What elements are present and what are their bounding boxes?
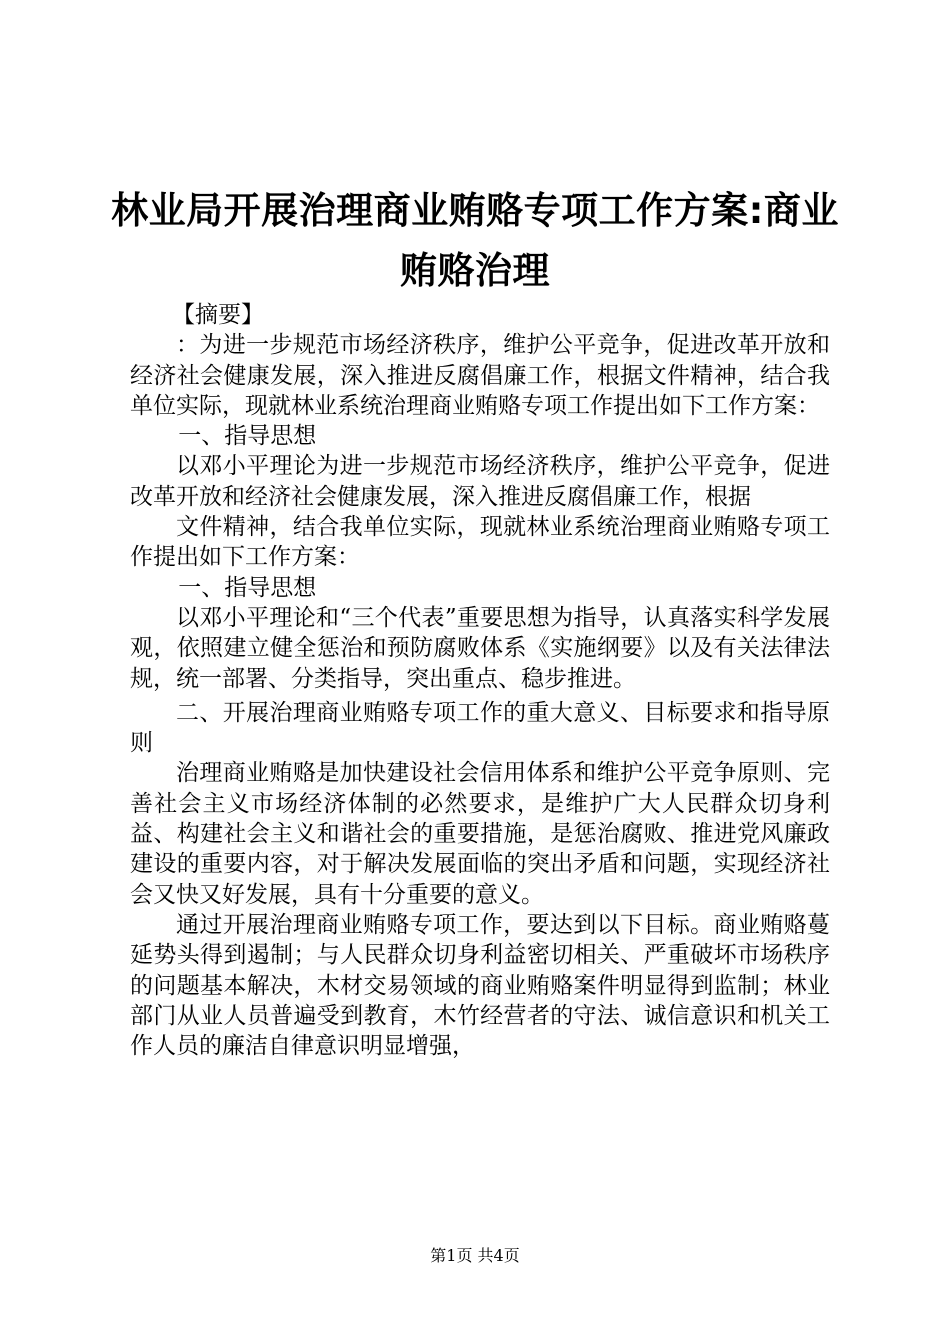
document-title-line-2: 贿赂治理	[400, 249, 550, 292]
abstract-label: 【摘要】	[172, 302, 264, 328]
paragraph-intro: ：为进一步规范市场经济秩序，维护公平竞争，促进改革开放和经济社会健康发展，深入推进反腐倡廉工作，根据文件精神，结合我单位实际，现就林业系统治理商业贿赂专项工作提出如下工作方案：	[130, 332, 830, 419]
paragraph-goals: 通过开展治理商业贿赂专项工作，要达到以下目标。商业贿赂蔓延势头得到遏制；与人民群众切身利益密切相关、严重破坏市场秩序的问题基本解决，木材交易领域的商业贿赂案件明显得到监制；林业部门从业人员普遍受到教育，木竹经营者的守法、诚信意识和机关工作人员的廉洁自律意识明显增强，	[130, 911, 830, 1060]
page-footer: 第1页 共4页	[430, 1246, 520, 1265]
section-heading-significance: 二、开展治理商业贿赂专项工作的重大意义、目标要求和指导原则	[130, 699, 830, 757]
paragraph-guiding-thought-1: 以邓小平理论为进一步规范市场经济秩序，维护公平竞争，促进改革开放和经济社会健康发展，深入推进反腐倡廉工作，根据	[130, 453, 830, 510]
document-title-line-1: 林业局开展治理商业贿赂专项工作方案:商业	[111, 189, 839, 232]
paragraph-guiding-thought-3: 以邓小平理论和“三个代表”重要思想为指导，认真落实科学发展观，依照建立健全惩治和预防腐败体系《实施纲要》以及有关法律法规，统一部署、分类指导，突出重点、稳步推进。	[130, 604, 830, 692]
paragraph-significance: 治理商业贿赂是加快建设社会信用体系和维护公平竞争原则、完善社会主义市场经济体制的必然要求，是维护广大人民群众切身利益、构建社会主义和谐社会的重要措施，是惩治腐败、推进党风廉政建设的重要内容，对于解决发展面临的突出矛盾和问题，实现经济社会又快又好发展，具有十分重要的意义。	[130, 760, 830, 908]
paragraph-guiding-thought-2: 文件精神，结合我单位实际，现就林业系统治理商业贿赂专项工作提出如下工作方案：	[130, 514, 830, 571]
document-body	[130, 300, 830, 1061]
section-heading-guiding-thought-repeat: 一、指导思想	[178, 574, 317, 601]
section-heading-guiding-thought: 一、指导思想	[178, 423, 317, 450]
